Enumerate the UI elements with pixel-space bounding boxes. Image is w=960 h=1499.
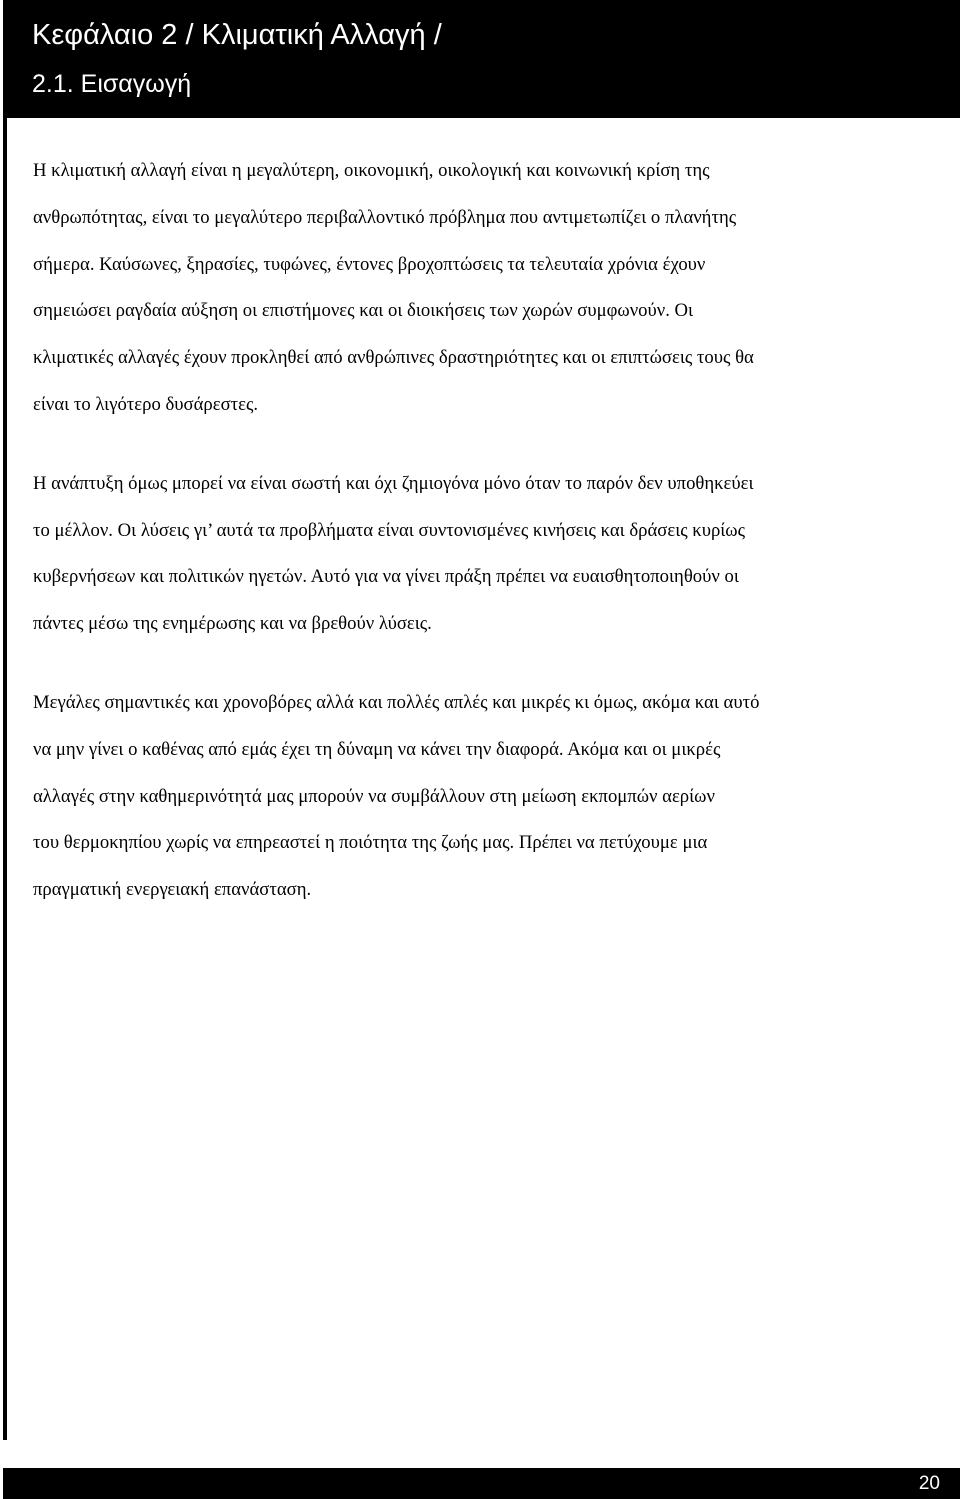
text-line: αλλαγές στην καθημερινότητά μας μπορούν να συμβάλλουν στη μείωση εκπομπών αερίων [33,785,715,807]
text-line: να μην γίνει ο καθένας από εμάς έχει τη δύναμη να κάνει την διαφορά. Ακόμα και οι μικρές [33,738,721,760]
text-line: πάντες μέσω της ενημέρωσης και να βρεθούν λύσεις. [33,613,432,635]
text-line: σημειώσει ραγδαία αύξηση οι επιστήμονες και οι διοικήσεις των χωρών συμφωνούν. Οι [33,300,694,322]
chapter-header [3,0,960,118]
paragraph-3 [33,680,957,914]
text-line: είναι το λιγότερο δυσάρεστες. [33,393,259,415]
text-line: ανθρωπότητας, είναι το μεγαλύτερο περιβαλλοντικό πρόβλημα που αντιμετωπίζει ο πλανήτης [33,206,737,228]
text-line: κυβερνήσεων και πολιτικών ηγετών. Αυτό για να γίνει πράξη πρέπει να ευαισθητοποιηθούν οι [33,566,739,588]
text-line: σήμερα. Καύσωνες, ξηρασίες, τυφώνες, έντονες βροχοπτώσεις τα τελευταία χρόνια έχουν [33,253,706,275]
paragraph-1 [33,148,957,429]
text-line: Μεγάλες σημαντικές και χρονοβόρες αλλά και πολλές απλές και μικρές κι όμως, ακόμα και αυτό [33,691,760,713]
body-text [33,148,957,946]
left-margin-rule [3,118,7,1440]
paragraph-2 [33,461,957,648]
page-number: 20 [918,1473,940,1494]
text-line: του θερμοκηπίου χωρίς να επηρεαστεί η ποιότητα της ζωής μας. Πρέπει να πετύχουμε μια [33,832,708,854]
page-footer [3,1468,960,1499]
section-title: 2.1. Εισαγωγή [32,70,192,98]
text-line: κλιματικές αλλαγές έχουν προκληθεί από ανθρώπινες δραστηριότητες και οι επιπτώσεις τους θα [33,347,754,369]
text-line: Η κλιματική αλλαγή είναι η μεγαλύτερη, οικονομική, οικολογική και κοινωνική κρίση της [33,160,710,181]
text-line: Η ανάπτυξη όμως μπορεί να είναι σωστή και όχι ζημιογόνα μόνο όταν το παρόν δεν υποθηκεύει [33,472,754,494]
chapter-title: Κεφάλαιο 2 / Κλιματική Αλλαγή / [32,19,442,51]
text-line: το μέλλον. Οι λύσεις γι’ αυτά τα προβλήματα είναι συντονισμένες κινήσεις και δράσεις κυρίως [33,519,746,541]
text-line: πραγματική ενεργειακή επανάσταση. [33,879,312,901]
